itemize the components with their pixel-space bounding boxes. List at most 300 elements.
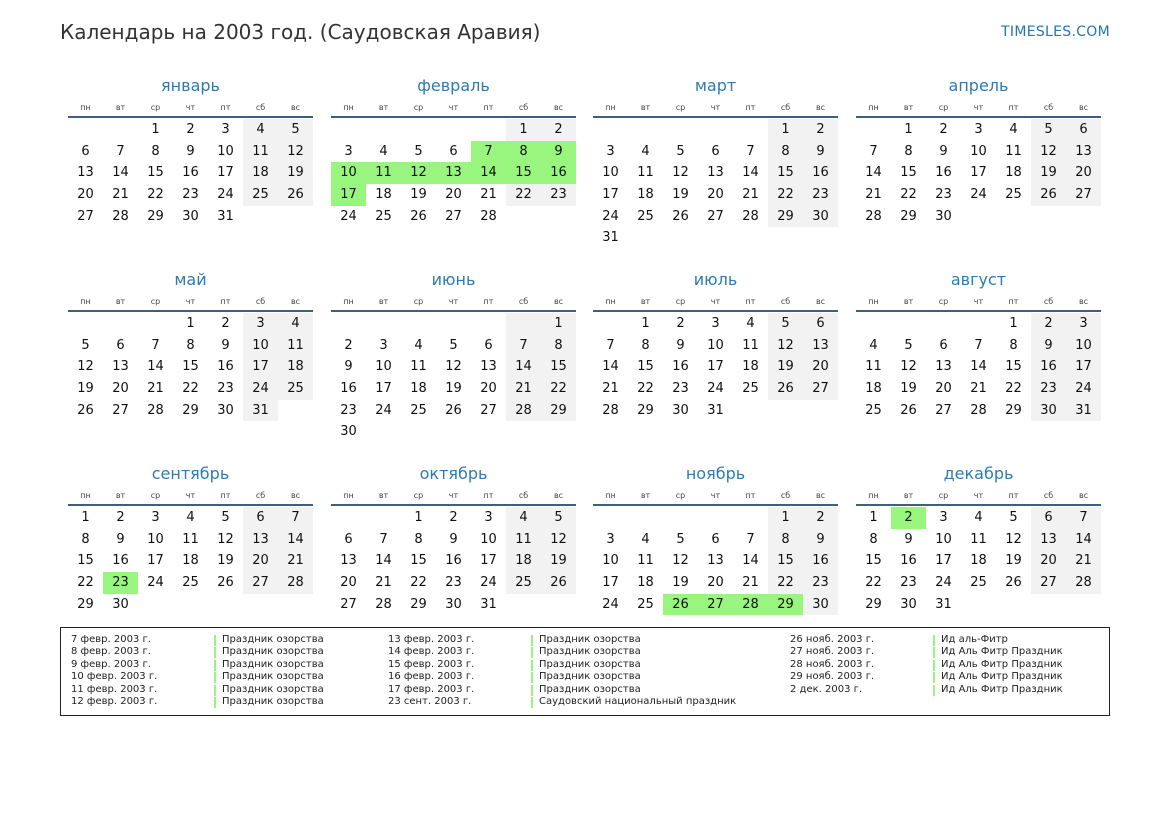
day-cell[interactable]: 25 <box>410 402 427 418</box>
day-cell[interactable]: 1 <box>151 122 160 137</box>
day-cell[interactable]: 24 <box>707 381 724 397</box>
day-cell[interactable]: 25 <box>637 596 654 612</box>
day-cell[interactable]: 10 <box>375 359 392 375</box>
day-cell[interactable]: 14 <box>147 359 164 375</box>
day-cell[interactable]: 16 <box>541 162 576 184</box>
day-cell[interactable]: 11 <box>410 359 427 375</box>
day-cell[interactable]: 31 <box>1066 400 1101 422</box>
day-cell[interactable]: 8 <box>1009 337 1018 353</box>
day-cell[interactable]: 18 <box>375 187 392 203</box>
day-cell[interactable]: 31 <box>935 596 952 612</box>
day-cell[interactable]: 10 <box>707 337 724 353</box>
day-cell[interactable]: 8 <box>541 335 576 357</box>
day-cell[interactable]: 25 <box>742 381 759 397</box>
day-cell[interactable]: 2 <box>344 337 353 353</box>
day-cell[interactable]: 13 <box>77 165 94 181</box>
day-cell[interactable]: 28 <box>970 402 987 418</box>
day-cell[interactable]: 31 <box>602 230 619 246</box>
day-cell[interactable]: 14 <box>112 165 129 181</box>
day-cell[interactable]: 4 <box>641 531 650 547</box>
day-cell[interactable]: 23 <box>541 184 576 206</box>
day-cell[interactable]: 20 <box>480 381 497 397</box>
day-cell[interactable]: 26 <box>278 184 313 206</box>
day-cell[interactable]: 14 <box>471 162 506 184</box>
day-cell[interactable]: 30 <box>803 206 838 228</box>
day-cell[interactable]: 22 <box>768 184 803 206</box>
day-cell[interactable]: 5 <box>449 337 458 353</box>
day-cell[interactable]: 28 <box>480 208 497 224</box>
day-cell[interactable]: 19 <box>672 575 689 591</box>
day-cell[interactable]: 14 <box>278 529 313 551</box>
day-cell[interactable]: 13 <box>436 162 471 184</box>
day-cell[interactable]: 2 <box>449 510 458 525</box>
day-cell[interactable]: 28 <box>278 572 313 594</box>
day-cell[interactable]: 28 <box>147 402 164 418</box>
day-cell[interactable]: 5 <box>676 143 685 159</box>
day-cell[interactable]: 22 <box>768 572 803 594</box>
day-cell[interactable]: 9 <box>904 531 913 547</box>
day-cell[interactable]: 25 <box>970 575 987 591</box>
day-cell[interactable]: 25 <box>865 402 882 418</box>
day-cell[interactable]: 4 <box>746 316 755 331</box>
day-cell[interactable]: 19 <box>1031 162 1066 184</box>
day-cell[interactable]: 4 <box>414 337 423 353</box>
day-cell[interactable]: 5 <box>676 531 685 547</box>
day-cell[interactable]: 5 <box>278 119 313 141</box>
day-cell[interactable]: 8 <box>506 141 541 163</box>
day-cell[interactable]: 19 <box>768 356 803 378</box>
day-cell[interactable]: 27 <box>935 402 952 418</box>
day-cell[interactable]: 31 <box>480 596 497 612</box>
day-cell[interactable]: 31 <box>707 402 724 418</box>
day-cell[interactable]: 25 <box>375 208 392 224</box>
day-cell[interactable]: 28 <box>733 594 768 616</box>
day-cell[interactable]: 12 <box>1005 531 1022 547</box>
day-cell[interactable]: 7 <box>379 531 388 547</box>
day-cell[interactable]: 1 <box>768 119 803 141</box>
day-cell[interactable]: 15 <box>77 553 94 569</box>
brand-link[interactable]: TIMESLES.COM <box>1001 24 1110 40</box>
day-cell[interactable]: 1 <box>186 316 195 331</box>
day-cell[interactable]: 13 <box>803 335 838 357</box>
day-cell[interactable]: 10 <box>480 531 497 547</box>
day-cell[interactable]: 11 <box>506 529 541 551</box>
day-cell[interactable]: 1 <box>541 313 576 335</box>
day-cell[interactable]: 30 <box>935 208 952 224</box>
day-cell[interactable]: 5 <box>221 510 230 525</box>
day-cell[interactable]: 19 <box>900 381 917 397</box>
day-cell[interactable]: 1 <box>904 122 913 137</box>
day-cell[interactable]: 9 <box>1031 335 1066 357</box>
day-cell[interactable]: 4 <box>379 143 388 159</box>
day-cell[interactable]: 23 <box>935 187 952 203</box>
day-cell[interactable]: 18 <box>1005 165 1022 181</box>
day-cell[interactable]: 11 <box>970 531 987 547</box>
day-cell[interactable]: 27 <box>340 596 357 612</box>
day-cell[interactable]: 27 <box>1066 184 1101 206</box>
day-cell[interactable]: 15 <box>506 162 541 184</box>
day-cell[interactable]: 6 <box>344 531 353 547</box>
day-cell[interactable]: 22 <box>865 575 882 591</box>
day-cell[interactable]: 23 <box>900 575 917 591</box>
day-cell[interactable]: 8 <box>641 337 650 353</box>
day-cell[interactable]: 13 <box>935 359 952 375</box>
day-cell[interactable]: 19 <box>672 187 689 203</box>
day-cell[interactable]: 12 <box>672 553 689 569</box>
day-cell[interactable]: 11 <box>366 162 401 184</box>
day-cell[interactable]: 7 <box>1066 507 1101 529</box>
day-cell[interactable]: 8 <box>869 531 878 547</box>
day-cell[interactable]: 6 <box>1066 119 1101 141</box>
day-cell[interactable]: 6 <box>484 337 493 353</box>
day-cell[interactable]: 27 <box>698 594 733 616</box>
day-cell[interactable]: 21 <box>742 575 759 591</box>
day-cell[interactable]: 3 <box>151 510 160 525</box>
day-cell[interactable]: 12 <box>217 531 234 547</box>
day-cell[interactable]: 20 <box>445 187 462 203</box>
day-cell[interactable]: 19 <box>541 550 576 572</box>
day-cell[interactable]: 29 <box>1005 402 1022 418</box>
day-cell[interactable]: 6 <box>116 337 125 353</box>
day-cell[interactable]: 11 <box>278 335 313 357</box>
day-cell[interactable]: 16 <box>112 553 129 569</box>
day-cell[interactable]: 3 <box>939 510 948 525</box>
day-cell[interactable]: 13 <box>707 165 724 181</box>
day-cell[interactable]: 29 <box>410 596 427 612</box>
day-cell[interactable]: 19 <box>410 187 427 203</box>
day-cell[interactable]: 1 <box>81 510 90 525</box>
day-cell[interactable]: 17 <box>602 187 619 203</box>
day-cell[interactable]: 22 <box>637 381 654 397</box>
day-cell[interactable]: 7 <box>974 337 983 353</box>
day-cell[interactable]: 27 <box>803 378 838 400</box>
day-cell[interactable]: 15 <box>541 356 576 378</box>
day-cell[interactable]: 2 <box>939 122 948 137</box>
day-cell[interactable]: 14 <box>375 553 392 569</box>
day-cell[interactable]: 15 <box>637 359 654 375</box>
day-cell[interactable]: 24 <box>1066 378 1101 400</box>
day-cell[interactable]: 14 <box>742 553 759 569</box>
day-cell[interactable]: 30 <box>340 424 357 440</box>
day-cell[interactable]: 24 <box>935 575 952 591</box>
day-cell[interactable]: 20 <box>707 575 724 591</box>
day-cell[interactable]: 11 <box>637 165 654 181</box>
day-cell[interactable]: 15 <box>147 165 164 181</box>
day-cell[interactable]: 3 <box>606 531 615 547</box>
day-cell[interactable]: 16 <box>803 550 838 572</box>
day-cell[interactable]: 9 <box>186 143 195 159</box>
day-cell[interactable]: 30 <box>803 594 838 616</box>
day-cell[interactable]: 14 <box>742 165 759 181</box>
day-cell[interactable]: 14 <box>506 356 541 378</box>
day-cell[interactable]: 1 <box>641 316 650 331</box>
day-cell[interactable]: 3 <box>1066 313 1101 335</box>
day-cell[interactable]: 1 <box>506 119 541 141</box>
day-cell[interactable]: 20 <box>1066 162 1101 184</box>
day-cell[interactable]: 15 <box>768 162 803 184</box>
day-cell[interactable]: 24 <box>480 575 497 591</box>
day-cell[interactable]: 30 <box>182 208 199 224</box>
day-cell[interactable]: 12 <box>401 162 436 184</box>
day-cell[interactable]: 8 <box>414 531 423 547</box>
day-cell[interactable]: 12 <box>541 529 576 551</box>
day-cell[interactable]: 21 <box>865 187 882 203</box>
day-cell[interactable]: 19 <box>278 162 313 184</box>
day-cell[interactable]: 1 <box>869 510 878 525</box>
day-cell[interactable]: 17 <box>970 165 987 181</box>
day-cell[interactable]: 4 <box>506 507 541 529</box>
day-cell[interactable]: 21 <box>147 381 164 397</box>
day-cell[interactable]: 11 <box>1005 143 1022 159</box>
day-cell[interactable]: 11 <box>182 531 199 547</box>
day-cell[interactable]: 21 <box>970 381 987 397</box>
day-cell[interactable]: 24 <box>243 378 278 400</box>
day-cell[interactable]: 30 <box>1031 400 1066 422</box>
day-cell[interactable]: 3 <box>974 122 983 137</box>
day-cell[interactable]: 25 <box>243 184 278 206</box>
day-cell[interactable]: 8 <box>768 141 803 163</box>
day-cell[interactable]: 27 <box>77 208 94 224</box>
day-cell[interactable]: 9 <box>344 359 353 375</box>
day-cell[interactable]: 16 <box>217 359 234 375</box>
day-cell[interactable]: 23 <box>103 572 138 594</box>
day-cell[interactable]: 13 <box>340 553 357 569</box>
day-cell[interactable]: 18 <box>637 575 654 591</box>
day-cell[interactable]: 24 <box>375 402 392 418</box>
day-cell[interactable]: 22 <box>900 187 917 203</box>
day-cell[interactable]: 6 <box>1031 507 1066 529</box>
day-cell[interactable]: 1 <box>1009 316 1018 331</box>
day-cell[interactable]: 15 <box>900 165 917 181</box>
day-cell[interactable]: 29 <box>637 402 654 418</box>
day-cell[interactable]: 24 <box>147 575 164 591</box>
day-cell[interactable]: 25 <box>506 572 541 594</box>
day-cell[interactable]: 19 <box>77 381 94 397</box>
day-cell[interactable]: 14 <box>970 359 987 375</box>
day-cell[interactable]: 2 <box>803 507 838 529</box>
day-cell[interactable]: 4 <box>186 510 195 525</box>
day-cell[interactable]: 4 <box>974 510 983 525</box>
day-cell[interactable]: 12 <box>278 141 313 163</box>
day-cell[interactable]: 23 <box>340 402 357 418</box>
day-cell[interactable]: 16 <box>900 553 917 569</box>
day-cell[interactable]: 4 <box>869 337 878 353</box>
day-cell[interactable]: 26 <box>672 208 689 224</box>
day-cell[interactable]: 28 <box>602 402 619 418</box>
day-cell[interactable]: 28 <box>1066 572 1101 594</box>
day-cell[interactable]: 13 <box>1031 529 1066 551</box>
day-cell[interactable]: 18 <box>243 162 278 184</box>
day-cell[interactable]: 3 <box>606 143 615 159</box>
day-cell[interactable]: 11 <box>865 359 882 375</box>
day-cell[interactable]: 29 <box>147 208 164 224</box>
day-cell[interactable]: 22 <box>77 575 94 591</box>
day-cell[interactable]: 16 <box>935 165 952 181</box>
day-cell[interactable]: 26 <box>410 208 427 224</box>
day-cell[interactable]: 18 <box>410 381 427 397</box>
day-cell[interactable]: 8 <box>81 531 90 547</box>
day-cell[interactable]: 18 <box>637 187 654 203</box>
day-cell[interactable]: 21 <box>112 187 129 203</box>
day-cell[interactable]: 26 <box>1005 575 1022 591</box>
day-cell[interactable]: 29 <box>541 400 576 422</box>
day-cell[interactable]: 30 <box>672 402 689 418</box>
day-cell[interactable]: 11 <box>742 337 759 353</box>
day-cell[interactable]: 30 <box>217 402 234 418</box>
day-cell[interactable]: 21 <box>278 550 313 572</box>
day-cell[interactable]: 22 <box>147 187 164 203</box>
day-cell[interactable]: 5 <box>414 143 423 159</box>
day-cell[interactable]: 12 <box>1031 141 1066 163</box>
day-cell[interactable]: 27 <box>1031 572 1066 594</box>
day-cell[interactable]: 9 <box>803 529 838 551</box>
day-cell[interactable]: 26 <box>900 402 917 418</box>
day-cell[interactable]: 3 <box>484 510 493 525</box>
day-cell[interactable]: 20 <box>803 356 838 378</box>
day-cell[interactable]: 26 <box>217 575 234 591</box>
day-cell[interactable]: 18 <box>278 356 313 378</box>
day-cell[interactable]: 2 <box>116 510 125 525</box>
day-cell[interactable]: 25 <box>637 208 654 224</box>
day-cell[interactable]: 18 <box>506 550 541 572</box>
day-cell[interactable]: 7 <box>746 143 755 159</box>
day-cell[interactable]: 20 <box>112 381 129 397</box>
day-cell[interactable]: 6 <box>243 507 278 529</box>
day-cell[interactable]: 7 <box>869 143 878 159</box>
day-cell[interactable]: 1 <box>768 507 803 529</box>
day-cell[interactable]: 12 <box>672 165 689 181</box>
day-cell[interactable]: 29 <box>768 594 803 616</box>
day-cell[interactable]: 17 <box>602 575 619 591</box>
day-cell[interactable]: 6 <box>711 143 720 159</box>
day-cell[interactable]: 15 <box>410 553 427 569</box>
day-cell[interactable]: 24 <box>602 208 619 224</box>
day-cell[interactable]: 13 <box>243 529 278 551</box>
day-cell[interactable]: 30 <box>112 596 129 612</box>
day-cell[interactable]: 23 <box>445 575 462 591</box>
day-cell[interactable]: 18 <box>182 553 199 569</box>
day-cell[interactable]: 11 <box>637 553 654 569</box>
day-cell[interactable]: 15 <box>1005 359 1022 375</box>
day-cell[interactable]: 9 <box>676 337 685 353</box>
day-cell[interactable]: 7 <box>606 337 615 353</box>
day-cell[interactable]: 19 <box>445 381 462 397</box>
day-cell[interactable]: 17 <box>707 359 724 375</box>
day-cell[interactable]: 25 <box>1005 187 1022 203</box>
day-cell[interactable]: 23 <box>1031 378 1066 400</box>
day-cell[interactable]: 6 <box>939 337 948 353</box>
day-cell[interactable]: 7 <box>278 507 313 529</box>
day-cell[interactable]: 27 <box>707 208 724 224</box>
day-cell[interactable]: 6 <box>449 143 458 159</box>
day-cell[interactable]: 7 <box>506 335 541 357</box>
day-cell[interactable]: 13 <box>480 359 497 375</box>
day-cell[interactable]: 20 <box>707 187 724 203</box>
day-cell[interactable]: 16 <box>182 165 199 181</box>
day-cell[interactable]: 23 <box>803 572 838 594</box>
day-cell[interactable]: 9 <box>803 141 838 163</box>
day-cell[interactable]: 18 <box>742 359 759 375</box>
day-cell[interactable]: 2 <box>1031 313 1066 335</box>
day-cell[interactable]: 17 <box>331 184 366 206</box>
day-cell[interactable]: 30 <box>900 596 917 612</box>
day-cell[interactable]: 26 <box>663 594 698 616</box>
day-cell[interactable]: 9 <box>116 531 125 547</box>
day-cell[interactable]: 24 <box>602 596 619 612</box>
day-cell[interactable]: 4 <box>1009 122 1018 137</box>
day-cell[interactable]: 31 <box>243 400 278 422</box>
day-cell[interactable]: 21 <box>1066 550 1101 572</box>
day-cell[interactable]: 20 <box>1031 550 1066 572</box>
day-cell[interactable]: 8 <box>768 529 803 551</box>
day-cell[interactable]: 20 <box>935 381 952 397</box>
day-cell[interactable]: 10 <box>147 531 164 547</box>
day-cell[interactable]: 26 <box>1031 184 1066 206</box>
day-cell[interactable]: 21 <box>506 378 541 400</box>
day-cell[interactable]: 28 <box>742 208 759 224</box>
day-cell[interactable]: 16 <box>445 553 462 569</box>
day-cell[interactable]: 7 <box>746 531 755 547</box>
day-cell[interactable]: 12 <box>768 335 803 357</box>
day-cell[interactable]: 28 <box>506 400 541 422</box>
day-cell[interactable]: 3 <box>243 313 278 335</box>
day-cell[interactable]: 17 <box>375 381 392 397</box>
day-cell[interactable]: 15 <box>865 553 882 569</box>
day-cell[interactable]: 29 <box>768 206 803 228</box>
day-cell[interactable]: 21 <box>602 381 619 397</box>
day-cell[interactable]: 22 <box>1005 381 1022 397</box>
day-cell[interactable]: 26 <box>768 378 803 400</box>
day-cell[interactable]: 5 <box>81 337 90 353</box>
day-cell[interactable]: 29 <box>182 402 199 418</box>
day-cell[interactable]: 26 <box>541 572 576 594</box>
day-cell[interactable]: 13 <box>707 553 724 569</box>
day-cell[interactable]: 5 <box>1009 510 1018 525</box>
day-cell[interactable]: 27 <box>445 208 462 224</box>
day-cell[interactable]: 7 <box>116 143 125 159</box>
day-cell[interactable]: 10 <box>970 143 987 159</box>
day-cell[interactable]: 17 <box>243 356 278 378</box>
day-cell[interactable]: 19 <box>217 553 234 569</box>
day-cell[interactable]: 24 <box>340 208 357 224</box>
day-cell[interactable]: 23 <box>217 381 234 397</box>
day-cell[interactable]: 23 <box>803 184 838 206</box>
day-cell[interactable]: 10 <box>602 165 619 181</box>
day-cell[interactable]: 18 <box>865 381 882 397</box>
day-cell[interactable]: 10 <box>217 143 234 159</box>
day-cell[interactable]: 28 <box>375 596 392 612</box>
day-cell[interactable]: 9 <box>939 143 948 159</box>
day-cell[interactable]: 10 <box>935 531 952 547</box>
day-cell[interactable]: 25 <box>182 575 199 591</box>
day-cell[interactable]: 8 <box>904 143 913 159</box>
day-cell[interactable]: 10 <box>331 162 366 184</box>
day-cell[interactable]: 6 <box>711 531 720 547</box>
day-cell[interactable]: 12 <box>900 359 917 375</box>
day-cell[interactable]: 3 <box>344 143 353 159</box>
day-cell[interactable]: 26 <box>445 402 462 418</box>
day-cell[interactable]: 16 <box>803 162 838 184</box>
day-cell[interactable]: 3 <box>379 337 388 353</box>
day-cell[interactable]: 11 <box>243 141 278 163</box>
day-cell[interactable]: 2 <box>541 119 576 141</box>
day-cell[interactable]: 22 <box>541 378 576 400</box>
day-cell[interactable]: 2 <box>803 119 838 141</box>
day-cell[interactable]: 28 <box>112 208 129 224</box>
day-cell[interactable]: 27 <box>480 402 497 418</box>
day-cell[interactable]: 22 <box>506 184 541 206</box>
day-cell[interactable]: 5 <box>904 337 913 353</box>
